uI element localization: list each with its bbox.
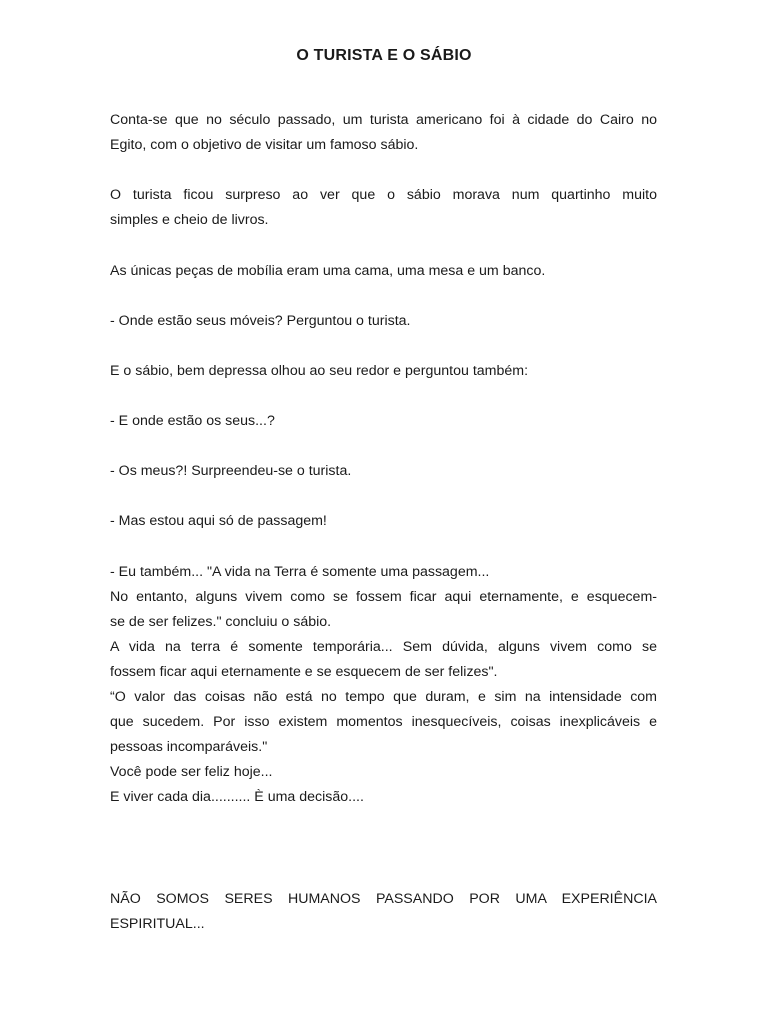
paragraph-line: simples e cheio de livros. [110,212,269,228]
paragraph-line: Você pode ser feliz hoje... [110,764,273,780]
paragraph-line: As únicas peças de mobília eram uma cama, uma mesa e um banco. [110,263,546,279]
paragraph-question [110,309,657,334]
paragraph-line: A vida na terra é somente temporária... Sem dúvida, alguns vivem como se [110,639,657,655]
paragraph-furniture [110,259,657,284]
paragraph-line: - E onde estão os seus...? [110,413,275,429]
paragraph-mine [110,459,657,484]
paragraph-line: Conta-se que no século passado, um turista americano foi à cidade do Cairo no [110,112,657,128]
paragraph-line: - Os meus?! Surpreendeu-se o turista. [110,463,352,479]
paragraph-line: ESPIRITUAL... [110,916,205,932]
paragraph-line: E viver cada dia.......... È uma decisão.... [110,789,364,805]
paragraph-line: fossem ficar aqui eternamente e se esquecem de ser felizes". [110,664,498,680]
paragraph-line: pessoas incomparáveis." [110,739,268,755]
paragraph-line: - Eu também... "A vida na Terra é somente uma passagem... [110,564,490,580]
paragraph-line: “O valor das coisas não está no tempo que duram, e sim na intensidade com [110,689,657,705]
paragraph-line: Egito, com o objetivo de visitar um famoso sábio. [110,137,419,153]
paragraph-wise-response [110,359,657,384]
paragraph-conclusion [110,560,657,810]
paragraph-line: E o sábio, bem depressa olhou ao seu redor e perguntou também: [110,363,529,379]
paragraph-passing [110,509,657,534]
paragraph-line: No entanto, alguns vivem como se fossem ficar aqui eternamente, e esquecem- [110,589,657,605]
paragraph-intro [110,108,657,158]
paragraph-line: NÃO SOMOS SERES HUMANOS PASSANDO POR UMA EXPERIÊNCIA [110,891,657,907]
paragraph-closing [110,887,657,937]
paragraph-line: - Mas estou aqui só de passagem! [110,513,327,529]
paragraph-line: O turista ficou surpreso ao ver que o sábio morava num quartinho muito [110,187,657,203]
document-title: O TURISTA E O SÁBIO [296,47,472,64]
paragraph-line: se de ser felizes." concluiu o sábio. [110,614,332,630]
paragraph-surprise [110,183,657,233]
paragraph-where-yours [110,409,657,434]
paragraph-line: - Onde estão seus móveis? Perguntou o turista. [110,313,411,329]
paragraph-line: que sucedem. Por isso existem momentos inesquecíveis, coisas inexplicáveis e [110,714,657,730]
